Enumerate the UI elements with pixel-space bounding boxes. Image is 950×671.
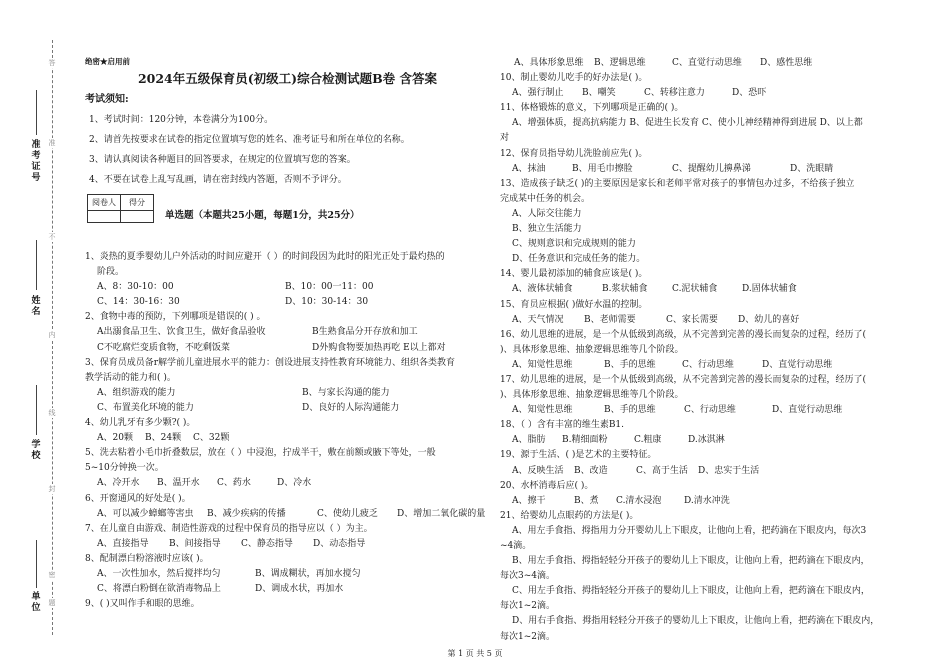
question-line: 阶段。 (97, 267, 125, 278)
option: C、转移注意力 (644, 88, 705, 99)
option: A、直接指导 (97, 538, 149, 549)
unit-label: 单位 (31, 592, 41, 613)
question-line: )、具体形象思维、抽象逻辑思维等几个阶段。 (500, 344, 684, 355)
option: D.清水冲洗 (684, 495, 730, 506)
option: B、间接指导 (169, 538, 221, 549)
option-row (85, 295, 490, 310)
option: B.精细面粉 (562, 435, 608, 446)
option-row (500, 433, 915, 448)
option: D.固体状辅食 (742, 284, 797, 295)
grader-cell[interactable] (88, 211, 121, 223)
option: B、调成糊状，再加水搅匀 (255, 568, 361, 579)
option-row (500, 358, 915, 373)
notice-heading: 考试须知: (85, 94, 129, 105)
notice-item: 1、考试时间：120分钟，本卷满分为100分。 (89, 115, 274, 125)
left-column (85, 56, 490, 612)
option: B、用毛巾擦脸 (572, 163, 633, 174)
right-column (500, 56, 915, 645)
option-row (85, 341, 490, 356)
option: D、直觉行动思维 (772, 405, 843, 416)
question-line: B、独立生活能力 (512, 224, 582, 235)
option: D、10：30-14：30 (285, 297, 369, 308)
option: A、知觉性思维 (512, 405, 573, 416)
option: C不吃腐烂变质食物，不吃剩饭菜 (97, 342, 230, 353)
option: A、20颗 (97, 433, 133, 444)
option: C.粗康 (634, 435, 662, 446)
option: A、知觉性思维 (512, 359, 573, 370)
option: D、恐吓 (732, 88, 767, 99)
option: D、直觉行动思维 (762, 359, 833, 370)
question-line: 15、育员应根据( )做好水温的控制。 (500, 299, 648, 310)
score-block (85, 194, 490, 224)
grader-header: 阅卷人 (88, 195, 121, 211)
option: C、药水 (217, 478, 251, 489)
option-row (500, 403, 915, 418)
question-line: 4、幼儿乳牙有多少颗?( )。 (85, 418, 196, 429)
option-row (85, 582, 490, 597)
option: C、直觉行动思维 (672, 58, 742, 68)
question-line: 20、水杯消毒后应( )。 (500, 480, 594, 491)
question-line: 17、幼儿思维的进展，是一个从低级到高级，从不完善到完善的漫长而复杂的过程，经历了( (500, 374, 866, 385)
option: D、忠实于生活 (698, 465, 760, 476)
option: A、8：30-10：00 (97, 282, 174, 293)
option: A、强行制止 (512, 88, 564, 99)
option-row (500, 282, 915, 297)
option: A、抹油 (512, 163, 546, 174)
question-line: 每次1~2滴。 (500, 631, 555, 642)
score-cell[interactable] (121, 211, 154, 223)
question-line: 11、体格锻炼的意义，下列哪项是正确的( )。 (500, 103, 684, 114)
option: C.泥状辅食 (672, 284, 718, 295)
option: C.清水浸泡 (616, 495, 662, 506)
option-row (500, 313, 915, 328)
option: C、提醒幼儿擤鼻涕 (672, 163, 751, 174)
question-line: D、用右手食指、拇指用轻轻分开孩子的婴幼儿上下眼皮，让他向上看，把药滴在下眼皮内， (512, 616, 880, 627)
seal-mark: 答 (46, 58, 58, 68)
question-line: 18、（ ）含有丰富的维生素B1. (500, 420, 625, 431)
option: A、天气情况 (512, 314, 564, 325)
option-row (500, 464, 915, 479)
question-line: 16、幼儿思维的进展，是一个从低级到高级，从不完善到完善的漫长而复杂的过程，经历了( (500, 329, 866, 340)
notice-item: 4、不要在试卷上乱写乱画，请在密封线内答题，否则不予评分。 (89, 175, 347, 185)
option-row (500, 494, 915, 509)
question-line: D、任务意识和完成任务的能力。 (512, 254, 646, 265)
option: D、调成水状，再加水 (255, 584, 344, 595)
option: C、布置美化环境的能力 (97, 402, 194, 413)
unit-line (36, 540, 37, 588)
seal-mark: 题 (46, 598, 58, 608)
name-label: 姓名 (31, 296, 41, 317)
question-line: )、具体形象思维、抽象逻辑思维等几个阶段。 (500, 390, 684, 401)
question-line: ~4滴。 (500, 541, 532, 551)
seal-mark: 线 (46, 408, 58, 418)
option: A、脂肪 (512, 435, 546, 446)
option: B、24颗 (145, 433, 182, 444)
option: A、反映生活 (512, 465, 564, 476)
option: B生熟食品分开存放和加工 (312, 327, 418, 338)
notice-item: 2、请首先按要求在试卷的指定位置填写您的姓名、准考证号和所在单位的名称。 (89, 135, 410, 145)
option: C、32颗 (193, 433, 230, 444)
option-row (85, 567, 490, 582)
option: B、减少疾病的传播 (207, 508, 286, 519)
question-line: C、规则意识和完成规则的能力 (512, 239, 636, 250)
option: B、改造 (574, 465, 608, 476)
page-footer: 第 1 页 共 5 页 (447, 649, 503, 658)
question-line: 每次3~4滴。 (500, 571, 555, 582)
option: B、手的思维 (604, 405, 656, 416)
option: A、组织游戏的能力 (97, 387, 176, 398)
option: C、使幼儿疲乏 (317, 508, 378, 519)
question-line: 5~10分钟换一次。 (85, 463, 164, 474)
question-line: 14、婴儿最初添加的辅食应该是( )。 (500, 269, 648, 280)
seal-mark: 密 (46, 570, 58, 580)
question-line: 9、( )又叫作手和眼的思维。 (85, 599, 200, 610)
option: A、冷开水 (97, 478, 140, 489)
seal-mark: 内 (46, 330, 58, 340)
option: D外购食物要加热再吃 E以上都对 (312, 342, 446, 353)
question-line: C、用左手食指、拇指轻轻分开孩子的婴幼儿上下眼皮，让他向上看，把药滴在下眼皮内， (512, 586, 870, 597)
option: B、嘲笑 (582, 88, 616, 99)
secret-mark: 绝密★启用前 (85, 57, 130, 66)
option: B、老师需要 (584, 314, 636, 325)
seal-mark: 封 (46, 484, 58, 494)
option: D、良好的人际沟通能力 (302, 402, 400, 413)
option: B、温开水 (157, 478, 200, 489)
option: A、具体形象思维 (514, 58, 584, 68)
question-line: 10、制止婴幼儿吃手的好办法是( )。 (500, 73, 648, 84)
option: C、家长需要 (666, 314, 718, 325)
option-row (85, 386, 490, 401)
option: A、可以减少蟑螂等害虫 (97, 508, 194, 519)
option: C、高于生活 (636, 465, 688, 476)
option: D、感性思维 (760, 58, 813, 68)
option: C、行动思维 (682, 359, 734, 370)
question-line: 7、在儿童自由游戏、制造性游戏的过程中保育员的指导应以（ ）为主。 (85, 523, 373, 534)
question-line: 21、给婴幼儿点眼药的方法是( )。 (500, 510, 639, 521)
option-row (85, 431, 490, 446)
option: D、增加二氧化碳的量 (397, 508, 486, 519)
question-line: 2、食物中毒的预防，下列哪项是错误的( ) 。 (85, 312, 266, 323)
option-row (85, 401, 490, 416)
exam-number-line (36, 90, 37, 135)
option-row (500, 56, 915, 71)
question-line: B、用左手食指、拇指轻轻分开孩子的婴幼儿上下眼皮，让他向上看，把药滴在下眼皮内， (512, 556, 870, 567)
option: A、液体状辅食 (512, 284, 573, 295)
question-line: 3、保育员成员备r解学前儿童进展水平的能力：创设进展支持性教育环境能力、组织各类教育 (85, 357, 456, 368)
option: B、与家长沟通的能力 (302, 387, 390, 398)
binding-margin (0, 0, 70, 671)
score-header: 得分 (121, 195, 154, 211)
option: C、将漂白粉倒在欲消毒物品上 (97, 584, 221, 595)
option: B、手的思维 (604, 359, 656, 370)
option: B、煮 (574, 495, 599, 506)
option-row (500, 162, 915, 177)
school-line (36, 385, 37, 435)
option-row (500, 86, 915, 101)
page-title: 2024年五级保育员(初级工)综合检测试题B卷 含答案 (137, 71, 438, 86)
option: B.浆状辅食 (602, 284, 648, 295)
notice-item: 3、请认真阅读各种题目的回答要求，在规定的位置填写您的答案。 (89, 155, 356, 165)
option-row (85, 537, 490, 552)
question-line: 5、洗去粘着小毛巾折叠数层，放在（ ）中浸泡，拧成半干，敷在前额或腋下等处，一般 (85, 448, 436, 459)
option: B、10：00一11：00 (285, 282, 374, 293)
score-table (87, 194, 154, 223)
option: D、幼儿的喜好 (738, 314, 800, 325)
section-title: 单选题（本题共25小题，每题1分，共25分） (165, 210, 360, 221)
option-row (85, 325, 490, 340)
question-line: 1、炎热的夏季婴幼儿户外活动的时间应避开（ ）的时间段因为此时的阳光正处于最灼热的 (85, 252, 445, 262)
question-line: 教学活动的能力和( )。 (85, 372, 176, 383)
seal-mark: 准 (46, 138, 58, 148)
option: C、静态指导 (241, 538, 293, 549)
question-line: 8、配制漂白粉溶液时应该( )。 (85, 553, 209, 564)
option-row (85, 476, 490, 491)
question-line: 19、源于生活、( )是艺术的主要特征。 (500, 450, 657, 461)
option: A出溺食品卫生、饮食卫生，做好食品验收 (97, 327, 266, 338)
question-line: A、用左手食指、拇指用力分开婴幼儿上下眼皮，让他向上看，把药滴在下眼皮内，每次3 (512, 525, 867, 536)
option: D、冷水 (277, 478, 312, 489)
question-line: 6、开窗通风的好处是( )。 (85, 493, 191, 504)
option: C、14：30-16：30 (97, 297, 180, 308)
option: D、动态指导 (313, 538, 366, 549)
option: C、行动思维 (684, 405, 736, 416)
question-line: A、增强体质，提高抗病能力 B、促进生长发育 C、使小儿神经精神得到进展 D、以上都 (512, 118, 863, 129)
question-line: 每次1~2滴。 (500, 601, 555, 612)
option: A、一次性加水，然后搅拌均匀 (97, 568, 221, 579)
option: D、洗眼睛 (790, 163, 834, 174)
school-label: 学校 (31, 440, 41, 461)
question-line: 13、造成孩子缺乏( )的主要原因是家长和老师平常对孩子的事情包办过多，不给孩子独立 (500, 178, 855, 189)
option: A、擦干 (512, 495, 546, 506)
exam-number-label: 准考证号 (31, 140, 41, 183)
question-line: 完成某中任务的机会。 (500, 193, 591, 204)
question-line: 对 (500, 133, 510, 144)
seal-mark: 不 (46, 232, 58, 242)
question-line: A、人际交往能力 (512, 208, 582, 219)
option-row (85, 507, 490, 522)
question-line: 12、保育员指导幼儿洗脸前应先( )。 (500, 148, 648, 159)
name-line (36, 240, 37, 290)
option: D.冰淇淋 (688, 435, 725, 446)
option-row (85, 280, 490, 295)
option: B、逻辑思维 (594, 58, 646, 68)
